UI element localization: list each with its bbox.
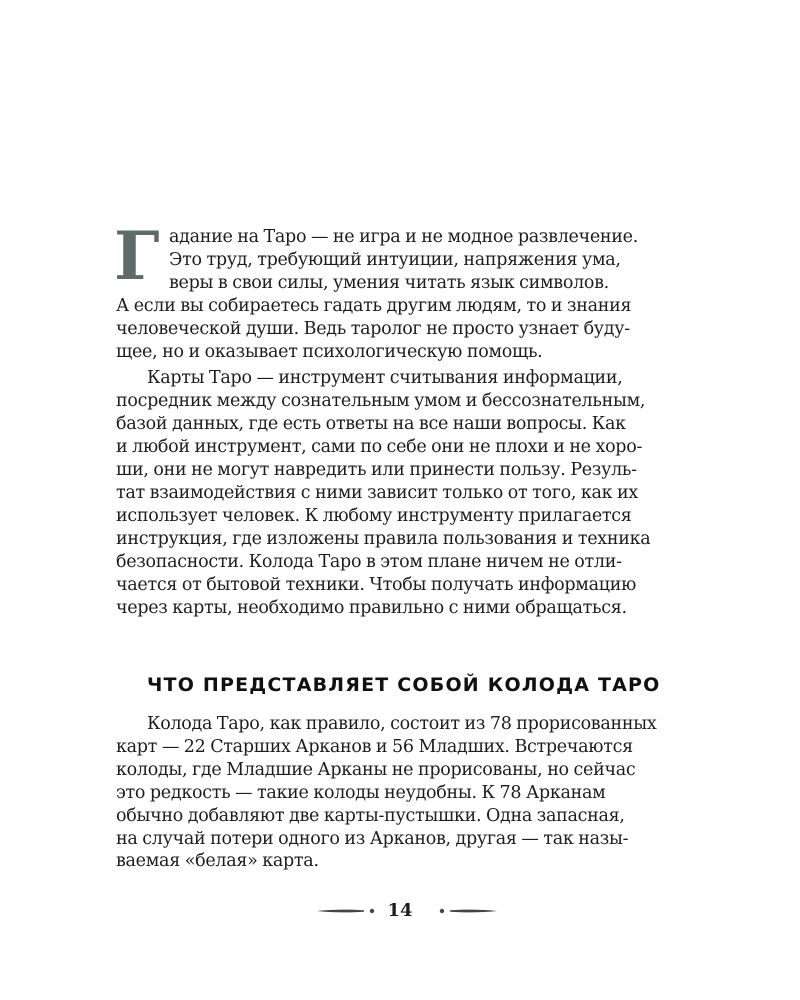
text-line: это редкость — такие колоды неудобны. К 78 Арканам [116, 782, 606, 803]
text-line: Карты Таро — инструмент считывания информации, [147, 368, 623, 389]
text-line: на случай потери одного из Арканов, другая — так назы- [116, 828, 629, 849]
text-line: щее, но и оказывает психологическую помощь. [116, 341, 543, 362]
text-line: Это труд, требующий интуиции, напряжения ума, [169, 249, 621, 270]
text-line: ваемая «белая» карта. [116, 851, 319, 872]
deck-paragraph [116, 713, 696, 873]
text-line: А если вы собираетесь гадать другим людям, то и знания [116, 295, 632, 316]
ornament-right-icon [436, 905, 498, 917]
drop-cap: Г [114, 217, 160, 295]
text-line: и любой инструмент, сами по себе они не плохи и не хоро- [116, 437, 643, 458]
intro-section [114, 217, 696, 619]
page-footer [0, 897, 800, 927]
ornament-left-icon [316, 905, 378, 917]
text-line: инструкция, где изложены правила пользования и техника [116, 528, 651, 549]
intro-paragraph-1 [114, 217, 696, 363]
text-line: ши, они не могут навредить или принести пользу. Резуль- [116, 460, 637, 481]
section-heading: ЧТО ПРЕДСТАВЛЯЕТ СОБОЙ КОЛОДА ТАРО [147, 674, 661, 696]
text-line: колоды, где Младшие Арканы не прорисованы, но сейчас [116, 759, 636, 780]
text-line: адание на Таро — не игра и не модное развлечение. [169, 227, 638, 247]
text-line: тат взаимодействия с ними зависит только от того, как их [116, 482, 638, 503]
text-line: человеческой души. Ведь таролог не просто узнает буду- [116, 318, 630, 339]
text-line: безопасности. Колода Таро в этом плане ничем не отли- [116, 551, 622, 572]
text-line: использует человек. К любому инструменту прилагается [116, 505, 632, 526]
text-line: посредник между сознательным умом и бессознательным, [116, 391, 646, 412]
text-line: чается от бытовой техники. Чтобы получать информацию [116, 574, 637, 595]
text-line: базой данных, где есть ответы на все наши вопросы. Как [116, 414, 626, 435]
text-line: карт — 22 Старших Арканов и 56 Младших. Встречаются [116, 736, 633, 757]
text-line: обычно добавляют две карты-пустышки. Одна запасная, [116, 805, 625, 826]
text-line: через карты, необходимо правильно с ними обращаться. [116, 597, 627, 618]
text-line: веры в свои силы, умения читать язык символов. [169, 272, 609, 293]
page-number: 14 [387, 900, 413, 921]
intro-paragraph-2 [116, 367, 696, 619]
text-line: Колода Таро, как правило, состоит из 78 прорисованных [147, 714, 657, 734]
